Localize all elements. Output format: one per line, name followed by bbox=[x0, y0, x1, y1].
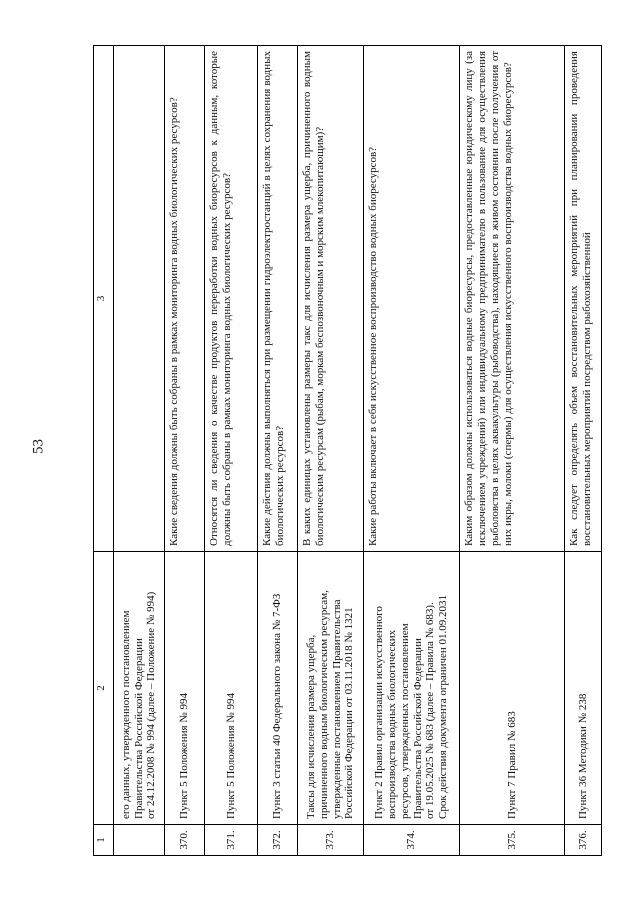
table-row bbox=[460, 46, 565, 856]
legal-reference bbox=[258, 552, 298, 825]
table-row bbox=[205, 46, 258, 856]
legal-reference-line: Пункт 7 Правил № 683 bbox=[505, 711, 518, 819]
rotated-table-container bbox=[93, 46, 599, 856]
legal-reference bbox=[364, 552, 460, 825]
row-number bbox=[114, 825, 165, 856]
questions-table bbox=[93, 45, 602, 856]
column-header-3: 3 bbox=[94, 46, 114, 552]
table-header-row bbox=[94, 46, 114, 856]
column-header-1: 1 bbox=[94, 825, 114, 856]
question-text: В каких единицах установлены размеры такс для исчисления размера ущерба, причиненного водным биологическим ресурсам (рыбам, моркам беспозвоночным и морским млекопитающим)? bbox=[298, 46, 364, 552]
page-number: 53 bbox=[30, 439, 47, 454]
legal-reference-line: от 24.12.2008 № 994 (далее – Положение № 994) bbox=[145, 591, 158, 819]
legal-reference bbox=[565, 552, 602, 825]
table-row bbox=[565, 46, 602, 856]
row-number: 372. bbox=[258, 825, 298, 856]
legal-reference-line: Правительства Российской Федерации bbox=[132, 638, 145, 819]
row-number: 370. bbox=[165, 825, 205, 856]
legal-reference bbox=[114, 552, 165, 825]
legal-reference-line: Срок действия документа ограничен 01.09.2031 bbox=[437, 594, 450, 819]
table-row bbox=[258, 46, 298, 856]
table-row bbox=[298, 46, 364, 856]
row-number: 376. bbox=[565, 825, 602, 856]
legal-reference-line: причиненного водным биологическим ресурсам, bbox=[317, 590, 330, 819]
legal-reference-line: Пункт 5 Положения № 994 bbox=[224, 692, 237, 819]
row-number: 371. bbox=[205, 825, 258, 856]
question-text: Относятся ли сведения о качестве продуктов переработки водных биоресурсов к данным, которые должны быть собраны в рамках мониторинга водных биологических ресурсов? bbox=[205, 46, 258, 552]
legal-reference-line: Пункт 36 Методики № 238 bbox=[576, 693, 589, 819]
question-text: Какие действия должны выполняться при размещении гидроэлектростанций в целях сохранения водных биологических ресурсов? bbox=[258, 46, 298, 552]
legal-reference bbox=[205, 552, 258, 825]
legal-reference-line: Пункт 2 Правил организации искусственного bbox=[372, 606, 385, 819]
legal-reference-line: Пункт 5 Положения № 994 bbox=[178, 692, 191, 819]
row-number: 374. bbox=[364, 825, 460, 856]
row-number: 373. bbox=[298, 825, 364, 856]
row-number: 375. bbox=[460, 825, 565, 856]
legal-reference-line: ресурсов, утвержденных постановлением bbox=[398, 623, 411, 819]
question-text: Как следует определять объем восстановительных мероприятий при планировании проведения восстановительных мероприятий посредством рыбохозяйственной bbox=[565, 46, 602, 552]
question-text: Какие работы включает в себя искусственное воспроизводство водных биоресурсов? bbox=[364, 46, 460, 552]
legal-reference bbox=[298, 552, 364, 825]
legal-reference-line: воспроизводства водных биологических bbox=[385, 629, 398, 819]
question-text: Каким образом должны использоваться водные биоресурсы, предоставленные юридическому лицу (за исключением учреждений) или индивидуальному предпринимателю в пользование для осуществления рыболовства в целях аквакультуры (рыбоводства), находящиеся в живом состоянии после получения от них икры, молоки (спермы) для осуществления искусственного воспроизводства водных биоресурсов? bbox=[460, 46, 565, 552]
table-row bbox=[114, 46, 165, 856]
table-row bbox=[364, 46, 460, 856]
legal-reference-line: его данных, утвержденного постановлением bbox=[119, 610, 132, 819]
legal-reference-line: от 19.05.2025 № 683 (далее – Правила № 683). bbox=[424, 602, 437, 819]
legal-reference-line: Пункт 3 статьи 40 Федерального закона № 7-ФЗ bbox=[271, 593, 284, 819]
legal-reference-line: Правительства Российской Федерации bbox=[411, 638, 424, 819]
question-text bbox=[114, 46, 165, 552]
legal-reference-line: Российской Федерации от 03.11.2018 № 1321 bbox=[343, 607, 356, 819]
question-text: Какие сведения должны быть собраны в рамках мониторинга водных биологических ресурсов? bbox=[165, 46, 205, 552]
legal-reference bbox=[460, 552, 565, 825]
legal-reference bbox=[165, 552, 205, 825]
column-header-2: 2 bbox=[94, 552, 114, 825]
table-row bbox=[165, 46, 205, 856]
legal-reference-line: утвержденные постановлением Правительства bbox=[330, 599, 343, 819]
legal-reference-line: Таксы для исчисления размера ущерба, bbox=[304, 634, 317, 819]
